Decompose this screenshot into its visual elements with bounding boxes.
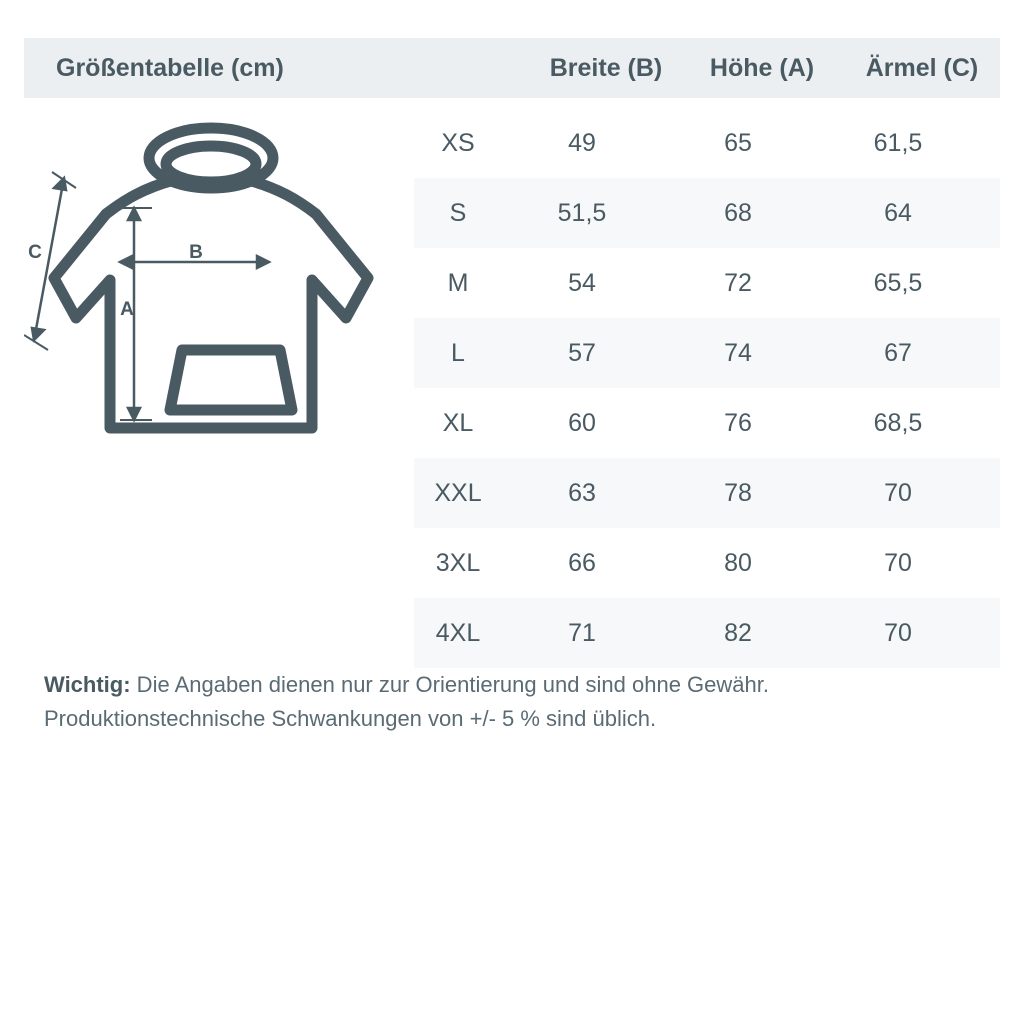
cell-aermel: 70 [884, 618, 912, 647]
cell-aermel: 68,5 [873, 408, 923, 437]
label-height: A [120, 299, 134, 320]
cell-breite: 63 [568, 478, 596, 507]
disclaimer-text: Die Angaben dienen nur zur Orientierung und sind ohne Gewähr. Produktionstechnische Schwankungen von +/- 5 % sind üblich. [44, 672, 769, 731]
cell-size: 3XL [435, 548, 481, 577]
cell-size: XXL [434, 478, 482, 507]
table-row [414, 388, 1000, 458]
cell-breite: 51,5 [557, 198, 607, 227]
table-row [414, 248, 1000, 318]
cell-hoehe: 82 [724, 618, 752, 647]
cell-aermel: 64 [884, 198, 912, 227]
label-sleeve: C [28, 242, 42, 263]
cell-aermel: 70 [884, 478, 912, 507]
header-col-hoehe: Höhe (A) [709, 53, 815, 82]
cell-hoehe: 78 [724, 478, 752, 507]
disclaimer-note [44, 668, 984, 736]
cell-breite: 54 [568, 268, 596, 297]
table-row [414, 178, 1000, 248]
hoodie-diagram [24, 110, 414, 460]
cell-size: 4XL [435, 618, 481, 647]
cell-hoehe: 72 [724, 268, 752, 297]
cell-breite: 57 [568, 338, 596, 367]
cell-hoehe: 74 [724, 338, 752, 367]
table-row [414, 598, 1000, 668]
table-header [24, 38, 1000, 98]
header-col-aermel: Ärmel (C) [865, 53, 979, 82]
size-table [414, 108, 1000, 668]
cell-size: L [451, 338, 465, 367]
cell-breite: 60 [568, 408, 596, 437]
cell-breite: 71 [568, 618, 596, 647]
disclaimer-lead: Wichtig: [44, 672, 131, 697]
cell-aermel: 70 [884, 548, 912, 577]
table-row [414, 318, 1000, 388]
header-col-breite: Breite (B) [549, 53, 663, 82]
cell-breite: 66 [568, 548, 596, 577]
cell-size: XS [441, 128, 475, 157]
cell-size: M [447, 268, 469, 297]
label-width: B [189, 242, 203, 263]
cell-aermel: 67 [884, 338, 912, 367]
header-columns [438, 38, 1024, 98]
cell-size: S [449, 198, 467, 227]
cell-aermel: 65,5 [873, 268, 923, 297]
table-row [414, 108, 1000, 178]
table-row [414, 528, 1000, 598]
cell-aermel: 61,5 [873, 128, 923, 157]
table-row [414, 458, 1000, 528]
cell-size: XL [442, 408, 474, 437]
cell-hoehe: 65 [724, 128, 752, 157]
cell-hoehe: 76 [724, 408, 752, 437]
cell-hoehe: 68 [724, 198, 752, 227]
page-title: Größentabelle (cm) [56, 53, 284, 82]
cell-hoehe: 80 [724, 548, 752, 577]
cell-breite: 49 [568, 128, 596, 157]
